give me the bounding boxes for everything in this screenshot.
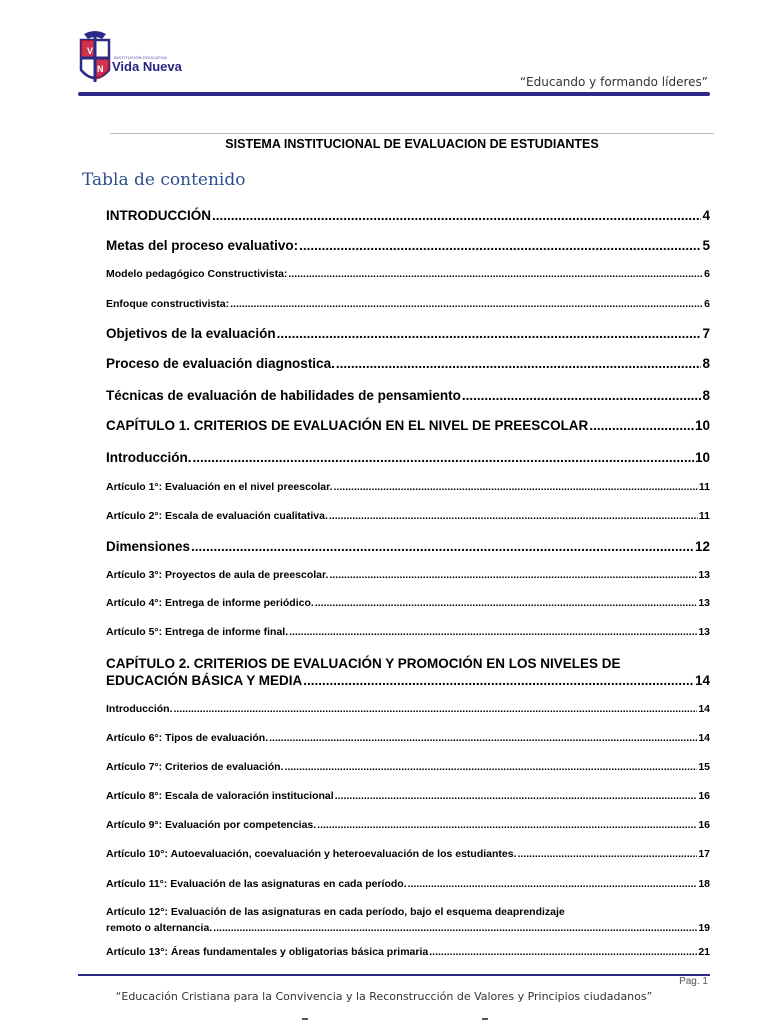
- toc-entry-label: Artículo 7°: Criterios de evaluación.: [106, 761, 284, 773]
- toc-leader-dots: [462, 388, 702, 403]
- toc-leader-dots: [317, 819, 697, 831]
- toc-leader-dots: [230, 298, 703, 310]
- toc-entry[interactable]: [106, 388, 710, 403]
- toc-entry-label: Artículo 6°: Tipos de evaluación.: [106, 732, 269, 744]
- toc-entry[interactable]: [106, 703, 710, 715]
- toc-entry-label: Objetivos de la evaluación: [106, 326, 276, 341]
- toc-entry-label-cont: EDUCACIÓN BÁSICA Y MEDIA: [106, 673, 303, 688]
- toc-entry[interactable]: [106, 418, 710, 433]
- toc-entry-label-cont: remoto o alternancia.: [106, 922, 213, 934]
- toc-leader-dots: [191, 539, 694, 554]
- brand-name: Vida Nueva: [112, 59, 182, 74]
- toc-entry[interactable]: [106, 208, 710, 223]
- toc-entry[interactable]: [106, 268, 710, 280]
- toc-entry-label: Artículo 5°: Entrega de informe final.: [106, 626, 289, 638]
- toc-entry[interactable]: [106, 732, 710, 744]
- toc-entry-page: 19: [698, 922, 710, 934]
- toc-leader-dots: [299, 238, 701, 253]
- toc-entry[interactable]: [106, 656, 710, 688]
- toc-entry-label: Introducción.: [106, 703, 173, 715]
- toc-entry-label: Técnicas de evaluación de habilidades de pensamiento: [106, 388, 461, 403]
- toc-entry[interactable]: [106, 906, 710, 934]
- logo-letter-n: N: [97, 64, 104, 74]
- toc-entry-label: CAPÍTULO 2. CRITERIOS DE EVALUACIÓN Y PROMOCIÓN EN LOS NIVELES DE: [106, 656, 621, 671]
- toc-entry-label: Introducción.: [106, 450, 192, 465]
- footer-divider: [78, 974, 710, 976]
- page-header: [78, 30, 710, 100]
- toc-entry-page: 5: [702, 238, 710, 253]
- toc-entry[interactable]: [106, 569, 710, 581]
- page-number: Pag. 1: [679, 976, 708, 987]
- toc-entry-page: 16: [698, 790, 710, 802]
- toc-entry-page: 13: [698, 626, 710, 638]
- toc-entry-page: 11: [698, 481, 710, 493]
- toc-entry-page: 15: [698, 761, 710, 773]
- toc-entry-page: 14: [698, 732, 710, 744]
- toc-entry[interactable]: [106, 761, 710, 773]
- toc-entry[interactable]: [106, 946, 710, 958]
- toc-entry[interactable]: [106, 539, 710, 554]
- toc-entry[interactable]: [106, 597, 710, 609]
- toc-entry-label: Artículo 12°: Evaluación de las asignaturas en cada período, bajo el esquema deaprendizaje: [106, 906, 565, 918]
- toc-leader-dots: [285, 761, 698, 773]
- header-motto: “Educando y formando líderes”: [519, 75, 708, 89]
- toc-entry[interactable]: [106, 819, 710, 831]
- toc-leader-dots: [303, 673, 694, 688]
- toc-entry-page: 17: [698, 848, 710, 860]
- toc-leader-dots: [212, 208, 701, 223]
- toc-entry[interactable]: [106, 626, 710, 638]
- toc-entry-page: 13: [698, 569, 710, 581]
- toc-entry-page: 16: [698, 819, 710, 831]
- toc-leader-dots: [329, 510, 698, 522]
- toc-entry-page: 8: [702, 356, 710, 371]
- toc-leader-dots: [329, 569, 697, 581]
- footer-mark-right: [482, 1018, 488, 1020]
- footer-text: “Educación Cristiana para la Convivencia y la Reconstrucción de Valores y Principios ciudadanos”: [115, 990, 653, 1003]
- toc-leader-dots: [429, 946, 697, 958]
- toc-entry-label: Artículo 13°: Áreas fundamentales y obligatorias básica primaria: [106, 946, 429, 958]
- toc-leader-dots: [315, 597, 698, 609]
- footer-mark-left: [302, 1018, 308, 1020]
- toc-leader-dots: [288, 268, 703, 280]
- toc-entry-label: Artículo 2°: Escala de evaluación cualitativa.: [106, 510, 328, 522]
- toc-leader-dots: [408, 878, 698, 890]
- toc-entry-page: 8: [702, 388, 710, 403]
- toc-entry-label: Dimensiones: [106, 539, 191, 554]
- toc-entry-label: Metas del proceso evaluativo:: [106, 238, 299, 253]
- toc-entry-label: Modelo pedagógico Constructivista:: [106, 268, 288, 280]
- logo-letter-v: V: [87, 46, 94, 56]
- toc-entry-page: 18: [698, 878, 710, 890]
- title-divider: [110, 133, 714, 134]
- toc-entry[interactable]: [106, 790, 710, 802]
- toc-leader-dots: [289, 626, 697, 638]
- toc-entry[interactable]: [106, 298, 710, 310]
- toc-entry-page: 10: [694, 418, 710, 433]
- document-title: SISTEMA INSTITUCIONAL DE EVALUACION DE ESTUDIANTES: [225, 137, 599, 151]
- brand-subtitle: INSTITUCIÓN EDUCATIVA: [114, 55, 168, 60]
- toc-entry-label: Artículo 10°: Autoevaluación, coevaluación y heteroevaluación de los estudiantes.: [106, 848, 517, 860]
- toc-entry[interactable]: [106, 848, 710, 860]
- header-divider: [78, 92, 710, 96]
- toc-entry[interactable]: [106, 326, 710, 341]
- toc-entry[interactable]: [106, 238, 710, 253]
- toc-entry-label: CAPÍTULO 1. CRITERIOS DE EVALUACIÓN EN EL NIVEL DE PREESCOLAR: [106, 418, 589, 433]
- toc-entry-label: Artículo 8°: Escala de valoración institucional: [106, 790, 334, 802]
- toc-leader-dots: [518, 848, 698, 860]
- toc-leader-dots: [174, 703, 698, 715]
- toc-entry-page: 4: [702, 208, 710, 223]
- toc-leader-dots: [277, 326, 702, 341]
- toc-leader-dots: [213, 922, 697, 934]
- toc-entry-page: 6: [704, 268, 710, 280]
- toc-entry-page: 14: [694, 673, 710, 688]
- toc-entry-label: Proceso de evaluación diagnostica.: [106, 356, 335, 371]
- toc-entry-label: Artículo 4°: Entrega de informe periódico.: [106, 597, 314, 609]
- toc-entry-page: 6: [704, 298, 710, 310]
- toc-entry-label: Artículo 11°: Evaluación de las asignaturas en cada período.: [106, 878, 407, 890]
- toc-leader-dots: [269, 732, 697, 744]
- toc-entry[interactable]: [106, 878, 710, 890]
- toc-entry-page: 21: [698, 946, 710, 958]
- toc-entry-page: 13: [698, 597, 710, 609]
- toc-entry-page: 10: [694, 450, 710, 465]
- toc-leader-dots: [334, 481, 698, 493]
- toc-leader-dots: [336, 356, 702, 371]
- toc-leader-dots: [335, 790, 698, 802]
- toc-entry-page: 12: [694, 539, 710, 554]
- toc-leader-dots: [193, 450, 694, 465]
- toc-entry[interactable]: [106, 510, 710, 522]
- toc-leader-dots: [589, 418, 694, 433]
- toc-entry-page: 7: [702, 326, 710, 341]
- toc-heading: Tabla de contenido: [82, 170, 246, 190]
- toc-entry-label: INTRODUCCIÓN: [106, 208, 211, 223]
- toc-entry-label: Enfoque constructivista:: [106, 298, 230, 310]
- school-logo-icon: [78, 30, 112, 88]
- toc-entry[interactable]: [106, 450, 710, 465]
- toc-entry-page: 11: [698, 510, 710, 522]
- toc-entry-page: 14: [698, 703, 710, 715]
- toc-entry-label: Artículo 1°: Evaluación en el nivel preescolar.: [106, 481, 333, 493]
- toc-entry-label: Artículo 3°: Proyectos de aula de preescolar.: [106, 569, 329, 581]
- toc-entry[interactable]: [106, 356, 710, 371]
- toc-entry[interactable]: [106, 481, 710, 493]
- toc-entry-label: Artículo 9°: Evaluación por competencias.: [106, 819, 317, 831]
